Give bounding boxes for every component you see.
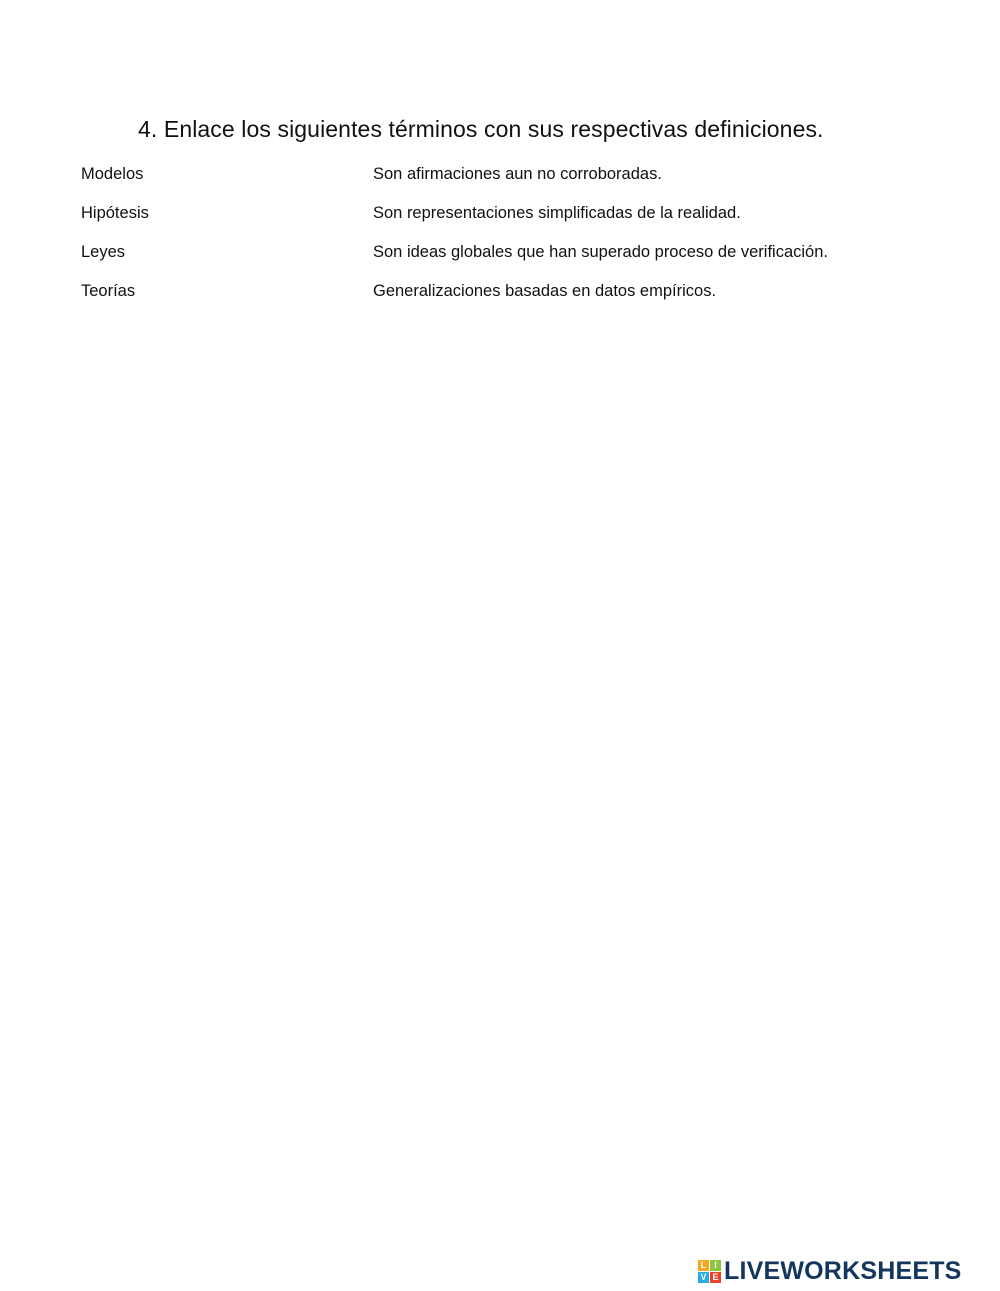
term-modelos[interactable]: Modelos — [81, 165, 144, 183]
question-title: 4. Enlace los siguientes términos con sus respectivas definiciones. — [138, 116, 824, 142]
logo-letter-v: V — [698, 1272, 709, 1283]
logo-letter-l: L — [698, 1260, 709, 1271]
definition-3[interactable]: Son ideas globales que han superado proceso de verificación. — [373, 243, 828, 261]
liveworksheets-logo-icon — [698, 1260, 721, 1283]
term-hipotesis[interactable]: Hipótesis — [81, 204, 149, 222]
term-teorias[interactable]: Teorías — [81, 282, 136, 300]
definition-1[interactable]: Son afirmaciones aun no corroboradas. — [373, 165, 662, 183]
logo-letter-e: E — [710, 1272, 721, 1283]
liveworksheets-logo — [698, 1257, 962, 1285]
definition-4[interactable]: Generalizaciones basadas en datos empíricos. — [373, 282, 717, 300]
logo-letter-i: I — [710, 1260, 721, 1271]
brand-name: LIVEWORKSHEETS — [724, 1256, 962, 1285]
term-leyes[interactable]: Leyes — [81, 243, 126, 261]
definition-2[interactable]: Son representaciones simplificadas de la realidad. — [373, 204, 741, 222]
